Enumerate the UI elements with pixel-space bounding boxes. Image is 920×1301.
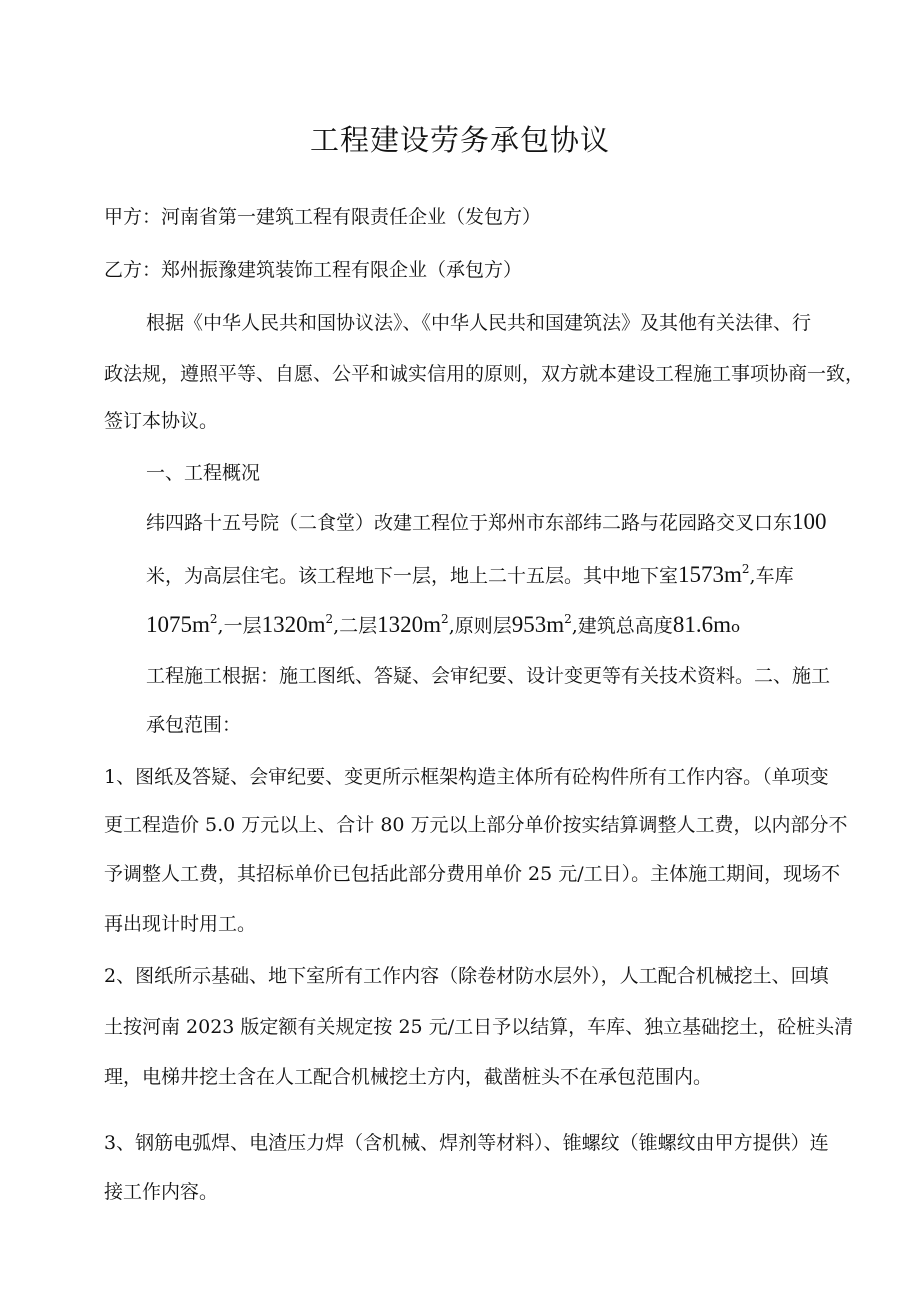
superscript: 2 bbox=[564, 612, 572, 626]
item2-line-2: 土按河南 2023 版定额有关规定按 25 元/工日予以结算，车库、独立基础挖土，砼桩头清 bbox=[104, 1016, 854, 1038]
item3-line-2: 接工作内容。 bbox=[104, 1181, 219, 1203]
overview-text: 纬四路十五号院（二食堂）改建工程位于郑州市东部纬二路与花园路交叉口东 bbox=[146, 512, 793, 534]
item2-line-3: 理，电梯井挖土含在人工配合机械挖土方内，截凿桩头不在承包范围内。 bbox=[104, 1066, 713, 1088]
floor1-area: 1320m bbox=[261, 612, 326, 637]
overview-text: ,车库 bbox=[749, 565, 794, 587]
overview-text: ,一层 bbox=[217, 615, 262, 637]
standard-floor-area: 953m bbox=[511, 612, 565, 637]
item1-line-3: 予调整人工费，其招标单价已包括此部分费用单价 25 元/工日）。主体施工期间，现场不 bbox=[104, 863, 841, 885]
party-a: 甲方：河南省第一建筑工程有限责任企业（发包方） bbox=[104, 206, 542, 228]
superscript: 2 bbox=[325, 612, 334, 626]
section-heading-overview: 一、工程概况 bbox=[146, 462, 261, 484]
party-b: 乙方：郑州振豫建筑装饰工程有限企业（承包方） bbox=[104, 259, 523, 281]
item3-line-1: 3、钢筋电弧焊、电渣压力焊（含机械、焊剂等材料）、锥螺纹（锥螺纹由甲方提供）连 bbox=[104, 1132, 829, 1154]
document-title: 工程建设劳务承包协议 bbox=[309, 123, 610, 157]
building-height: 81.6m bbox=[672, 612, 731, 637]
superscript: 2 bbox=[741, 562, 750, 576]
overview-text: ,二层 bbox=[333, 615, 378, 637]
overview-text: 米，为高层住宅。该工程地下一层，地上二十五层。其中地下室 bbox=[146, 565, 679, 587]
intro-line-3: 签订本协议。 bbox=[104, 410, 219, 432]
overview-line-1 bbox=[146, 510, 827, 535]
item1-line-1: 1、图纸及答疑、会审纪要、变更所示框架构造主体所有砼构件所有工作内容。（单项变 bbox=[104, 766, 829, 788]
item1-line-4: 再出现计时用工。 bbox=[104, 913, 257, 935]
intro-line-1: 根据《中华人民共和国协议法》、《中华人民共和国建筑法》及其他有关法律、行 bbox=[146, 312, 812, 334]
superscript: 2 bbox=[209, 612, 218, 626]
overview-text: ,建筑总高度 bbox=[571, 615, 673, 637]
basement-area: 1573m bbox=[678, 562, 742, 587]
floor2-area: 1320m bbox=[377, 612, 442, 637]
garage-area: 1075m bbox=[146, 612, 210, 637]
basis-line-1: 工程施工根据：施工图纸、答疑、会审纪要、设计变更等有关技术资料。二、施工 bbox=[146, 665, 831, 687]
overview-distance: 100 bbox=[792, 509, 827, 534]
basis-line-2: 承包范围： bbox=[146, 714, 242, 736]
item2-line-1: 2、图纸所示基础、地下室所有工作内容（除卷材防水层外），人工配合机械挖土、回填 bbox=[104, 965, 829, 987]
item1-line-2: 更工程造价 5.0 万元以上、合计 80 万元以上部分单价按实结算调整人工费，以内部分不 bbox=[104, 814, 848, 836]
overview-line-2 bbox=[146, 563, 794, 588]
intro-line-2: 政法规，遵照平等、自愿、公平和诚实信用的原则，双方就本建设工程施工事项协商一致， bbox=[104, 363, 865, 385]
superscript: 2 bbox=[441, 612, 449, 626]
overview-text: ,原则层 bbox=[448, 615, 512, 637]
overview-tail: o bbox=[730, 618, 740, 636]
overview-line-3 bbox=[146, 613, 740, 639]
